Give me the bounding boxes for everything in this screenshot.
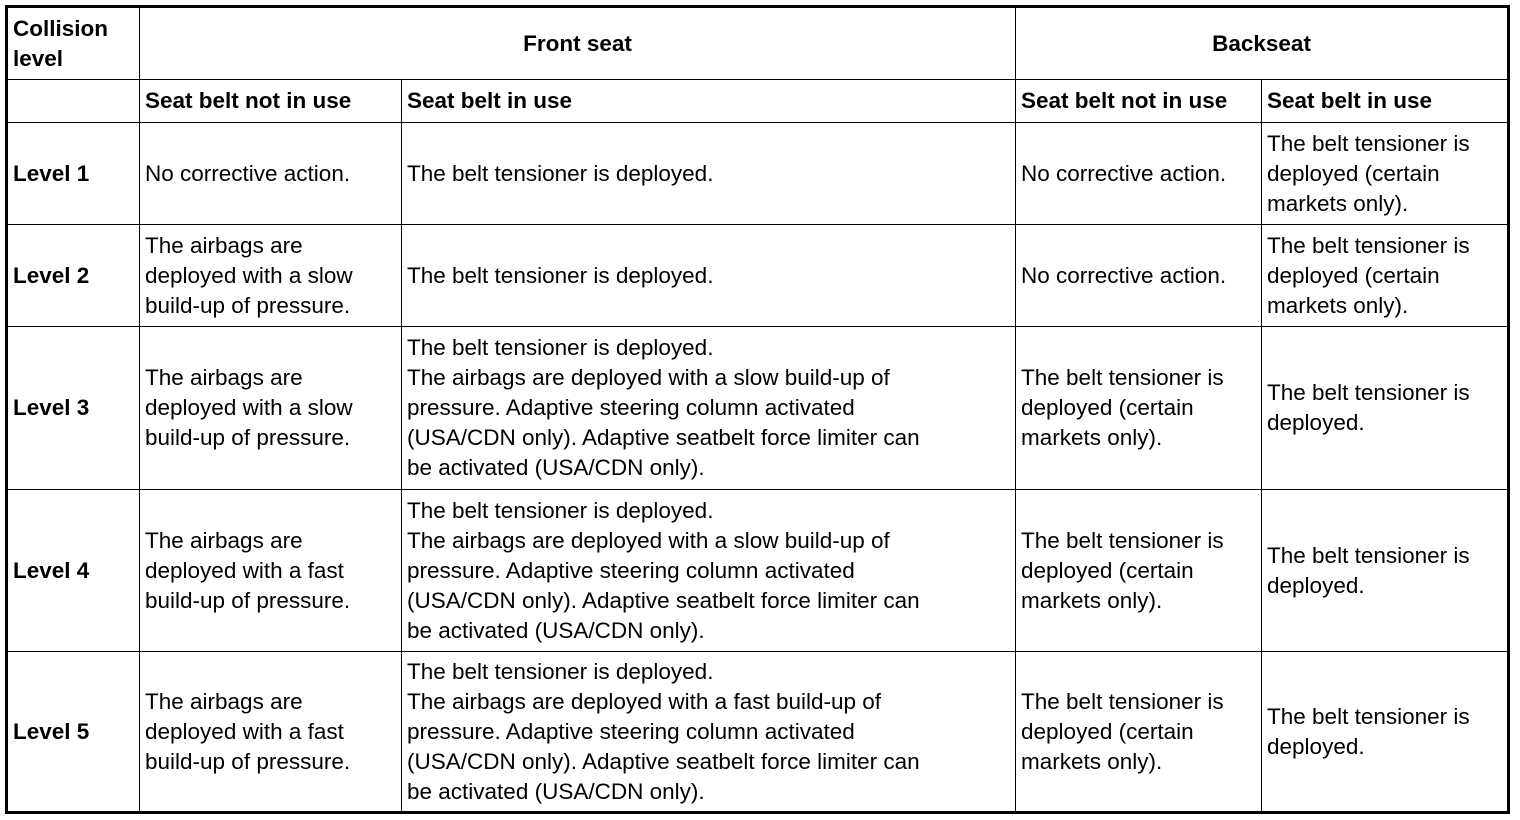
- cell-text-line: The belt tensioner is: [1267, 380, 1470, 405]
- front-not-in-use-header: Seat belt not in use: [140, 80, 402, 123]
- cell-text-line: deployed.: [1267, 410, 1365, 435]
- front-in-use-header: Seat belt in use: [402, 80, 1016, 123]
- back-not-in-use-cell: [1016, 652, 1262, 813]
- table-row: [7, 225, 1509, 327]
- front-in-use-cell: [402, 123, 1016, 225]
- cell-text-line: (USA/CDN only). Adaptive seatbelt force limiter can: [407, 425, 920, 450]
- cell-text-line: (USA/CDN only). Adaptive seatbelt force limiter can: [407, 748, 920, 774]
- cell-text-line: build-up of pressure.: [145, 425, 351, 450]
- cell-text-line: pressure. Adaptive steering column activated: [407, 557, 855, 583]
- cell-text-line: The airbags are: [145, 232, 303, 258]
- cell-text-line: The belt tensioner is: [1021, 527, 1224, 553]
- back-in-use-cell: [1262, 490, 1509, 652]
- cell-text-line: build-up of pressure.: [145, 292, 351, 318]
- cell-text-line: pressure. Adaptive steering column activated: [407, 395, 855, 420]
- front-seat-header: Front seat: [140, 7, 1016, 80]
- cell-text-line: The airbags are: [145, 365, 303, 390]
- cell-text-line: The belt tensioner is deployed.: [407, 160, 714, 186]
- front-not-in-use-cell: [140, 123, 402, 225]
- back-in-use-cell: [1262, 123, 1509, 225]
- cell-text-line: The belt tensioner is: [1267, 542, 1470, 568]
- back-in-use-cell: [1262, 327, 1509, 490]
- cell-text-line: deployed with a slow: [145, 395, 353, 420]
- cell-text-line: be activated (USA/CDN only).: [407, 617, 705, 643]
- cell-text-line: deployed (certain: [1021, 395, 1194, 420]
- backseat-header: Backseat: [1016, 7, 1509, 80]
- cell-text-line: markets only).: [1021, 587, 1163, 613]
- cell-text-line: deployed (certain: [1021, 718, 1194, 744]
- collision-level-cell: Level 1: [7, 123, 140, 225]
- collision-level-cell: Level 5: [7, 652, 140, 813]
- cell-text-line: markets only).: [1021, 748, 1163, 774]
- table-subheader-row: [7, 80, 1509, 123]
- back-not-in-use-header: Seat belt not in use: [1016, 80, 1262, 123]
- table-row: [7, 123, 1509, 225]
- cell-text-line: The belt tensioner is deployed.: [407, 658, 714, 684]
- cell-text-line: The belt tensioner is deployed.: [407, 335, 714, 360]
- cell-text-line: The belt tensioner is: [1267, 703, 1470, 729]
- table-row: [7, 652, 1509, 813]
- cell-text-line: deployed with a fast: [145, 557, 344, 583]
- cell-text-line: deployed.: [1267, 572, 1365, 598]
- cell-text-line: The belt tensioner is: [1267, 232, 1470, 258]
- cell-text-line: deployed with a slow: [145, 262, 353, 288]
- table-row: [7, 327, 1509, 490]
- front-in-use-cell: [402, 652, 1016, 813]
- cell-text-line: be activated (USA/CDN only).: [407, 455, 705, 480]
- cell-text-line: The belt tensioner is: [1021, 688, 1224, 714]
- cell-text-line: deployed (certain: [1267, 160, 1440, 186]
- cell-text-line: The airbags are deployed with a fast build-up of: [407, 688, 882, 714]
- cell-text-line: deployed with a fast: [145, 718, 344, 744]
- collision-level-cell: Level 4: [7, 490, 140, 652]
- back-in-use-header: Seat belt in use: [1262, 80, 1509, 123]
- back-in-use-cell: [1262, 225, 1509, 327]
- cell-text-line: The belt tensioner is: [1267, 130, 1470, 156]
- front-in-use-cell: [402, 225, 1016, 327]
- back-not-in-use-cell: [1016, 225, 1262, 327]
- cell-text-line: markets only).: [1267, 190, 1409, 216]
- collision-level-header: Collision level: [7, 7, 140, 80]
- cell-text-line: deployed (certain: [1021, 557, 1194, 583]
- cell-text-line: The airbags are deployed with a slow build-up of: [407, 365, 890, 390]
- front-in-use-cell: [402, 327, 1016, 490]
- cell-text-line: The airbags are: [145, 527, 303, 553]
- cell-text-line: build-up of pressure.: [145, 587, 351, 613]
- front-not-in-use-cell: [140, 225, 402, 327]
- back-not-in-use-cell: [1016, 123, 1262, 225]
- front-in-use-cell: [402, 490, 1016, 652]
- cell-text-line: The belt tensioner is: [1021, 365, 1224, 390]
- cell-text-line: be activated (USA/CDN only).: [407, 778, 705, 804]
- table-row: [7, 490, 1509, 652]
- front-not-in-use-cell: [140, 327, 402, 490]
- cell-text-line: markets only).: [1021, 425, 1163, 450]
- front-not-in-use-cell: [140, 490, 402, 652]
- cell-text-line: The belt tensioner is deployed.: [407, 497, 714, 523]
- cell-text-line: The airbags are: [145, 688, 303, 714]
- collision-level-cell: Level 2: [7, 225, 140, 327]
- cell-text-line: (USA/CDN only). Adaptive seatbelt force limiter can: [407, 587, 920, 613]
- collision-level-table: [5, 5, 1510, 814]
- cell-text-line: markets only).: [1267, 292, 1409, 318]
- cell-text-line: No corrective action.: [1021, 160, 1227, 186]
- cell-text-line: pressure. Adaptive steering column activated: [407, 718, 855, 744]
- cell-text-line: deployed (certain: [1267, 262, 1440, 288]
- front-not-in-use-cell: [140, 652, 402, 813]
- table-header-row: [7, 7, 1509, 80]
- cell-text-line: The belt tensioner is deployed.: [407, 262, 714, 288]
- back-not-in-use-cell: [1016, 490, 1262, 652]
- cell-text-line: No corrective action.: [145, 160, 351, 186]
- cell-text-line: deployed.: [1267, 733, 1365, 759]
- collision-level-cell: Level 3: [7, 327, 140, 490]
- cell-text-line: build-up of pressure.: [145, 748, 351, 774]
- back-in-use-cell: [1262, 652, 1509, 813]
- empty-cell: [7, 80, 140, 123]
- cell-text-line: The airbags are deployed with a slow build-up of: [407, 527, 890, 553]
- back-not-in-use-cell: [1016, 327, 1262, 490]
- cell-text-line: No corrective action.: [1021, 262, 1227, 288]
